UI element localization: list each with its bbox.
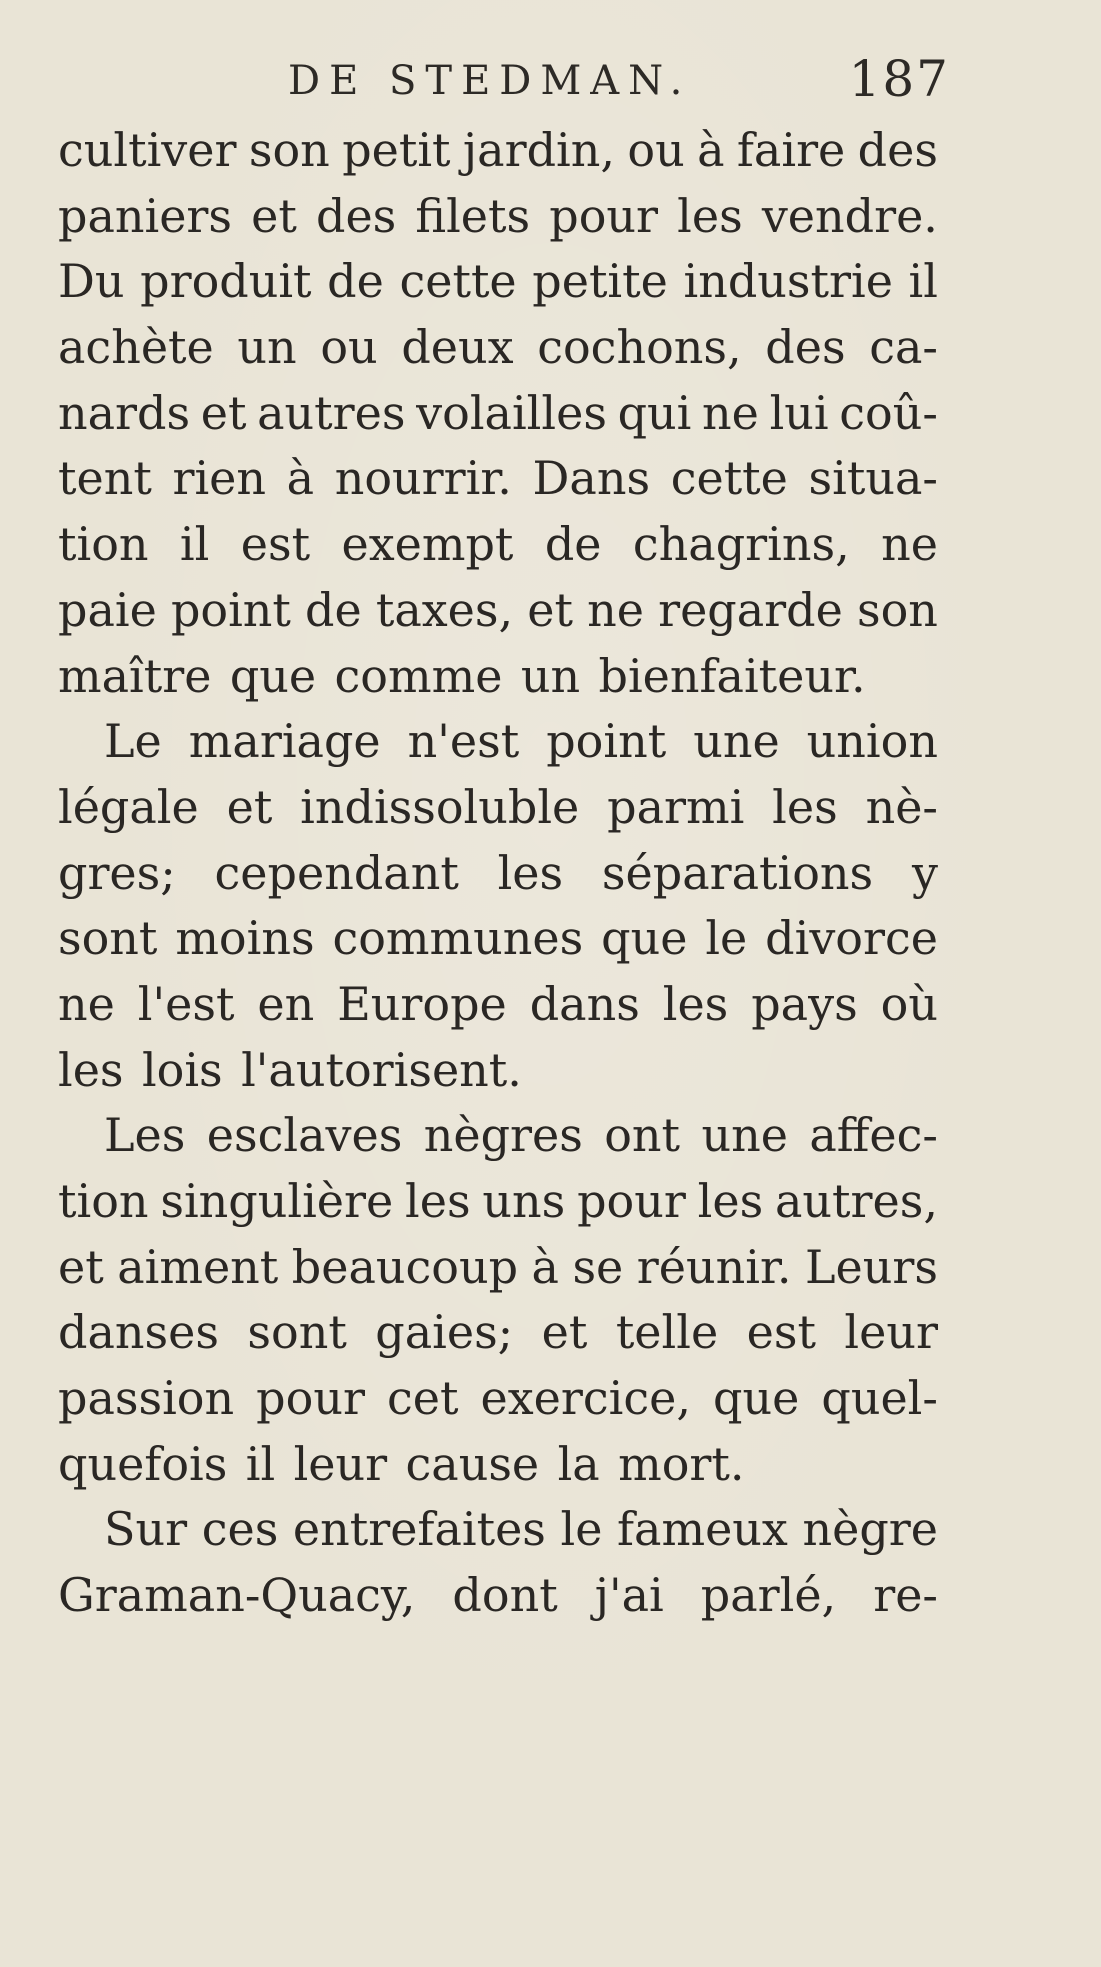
word: où <box>880 976 938 1031</box>
word: ne <box>702 385 759 440</box>
word: un <box>237 320 297 375</box>
word: coû- <box>839 385 938 440</box>
word: n'est <box>407 714 520 769</box>
word: union <box>806 714 938 769</box>
word: danses <box>58 1305 219 1360</box>
word: cependant <box>214 845 459 900</box>
word: fameux <box>617 1502 788 1557</box>
word: autres, <box>775 1174 938 1228</box>
word: de <box>544 517 602 572</box>
word: paniers <box>58 188 233 243</box>
word: taxes, <box>375 582 514 637</box>
text-line <box>58 1563 938 1629</box>
word: nègre <box>802 1502 938 1557</box>
word: et <box>58 1239 104 1294</box>
text-line <box>58 512 938 578</box>
word: petit <box>342 123 451 177</box>
word: cette <box>399 254 517 309</box>
word: cultiver <box>58 123 237 177</box>
word: comme <box>334 648 503 703</box>
word: et <box>251 188 297 243</box>
word: parmi <box>607 779 745 834</box>
text-line <box>58 118 938 184</box>
word: rien <box>172 451 267 506</box>
word: il <box>245 1436 276 1491</box>
word: y <box>911 845 938 900</box>
word: pour <box>256 1371 365 1426</box>
word: cause <box>405 1436 540 1491</box>
word: deux <box>401 320 514 375</box>
word: son <box>248 123 330 177</box>
word: il <box>179 517 210 572</box>
word: leur <box>844 1305 938 1360</box>
word: des <box>765 320 846 375</box>
word: dans <box>529 976 640 1031</box>
word: filets <box>415 188 531 243</box>
word: Dans <box>532 451 651 506</box>
word: la <box>557 1436 600 1491</box>
word: Europe <box>337 976 507 1031</box>
word: entrefaites <box>292 1502 546 1557</box>
word: et <box>226 779 273 834</box>
text-line <box>58 446 938 512</box>
word: Le <box>104 714 162 769</box>
word: les <box>497 845 564 900</box>
word: produit <box>140 254 312 309</box>
word: faire <box>736 123 846 177</box>
word: les <box>772 779 838 834</box>
word: lois <box>141 1042 223 1097</box>
word: exempt <box>341 517 514 572</box>
word: nègres <box>423 1108 583 1163</box>
word: ces <box>201 1502 279 1557</box>
word: affec- <box>809 1108 938 1163</box>
word: ou <box>320 320 378 375</box>
word: divorce <box>765 911 938 966</box>
text-line <box>58 1497 938 1563</box>
text-line <box>58 709 938 775</box>
text-line <box>58 184 938 250</box>
word: dont <box>452 1568 558 1623</box>
text-line <box>58 1235 938 1301</box>
word: volailles <box>416 385 607 440</box>
word: nè- <box>865 779 938 834</box>
text-line <box>58 1432 938 1498</box>
word: re- <box>873 1568 938 1623</box>
word: ou <box>627 123 685 177</box>
word: séparations <box>601 845 874 900</box>
word: Sur <box>104 1502 188 1557</box>
word: mariage <box>188 714 381 769</box>
word: petite <box>532 254 668 309</box>
word: quel- <box>821 1371 938 1426</box>
word: Graman-Quacy, <box>58 1568 416 1623</box>
word: un <box>520 648 581 703</box>
word: une <box>701 1108 788 1163</box>
word: ne <box>587 582 644 637</box>
word: à <box>697 123 725 177</box>
word: ne <box>881 517 938 572</box>
word: regarde <box>658 582 843 637</box>
word: ne <box>58 976 115 1031</box>
word: en <box>257 976 315 1031</box>
word: lui <box>769 385 829 440</box>
word: passion <box>58 1371 235 1426</box>
word: beaucoup <box>291 1239 519 1294</box>
word: sont <box>247 1305 347 1360</box>
word: les <box>405 1174 471 1228</box>
word: ont <box>604 1108 681 1163</box>
word: leur <box>293 1436 388 1491</box>
word: telle <box>615 1305 719 1360</box>
running-head: DE STEDMAN. <box>288 58 692 104</box>
word: qui <box>617 385 692 440</box>
word: de <box>327 254 384 309</box>
word: l'autorisent. <box>241 1042 522 1097</box>
text-line <box>58 315 938 381</box>
text-line <box>58 1300 938 1366</box>
word: tion <box>58 1174 149 1228</box>
word: est <box>240 517 311 572</box>
word: le <box>705 911 748 966</box>
word: les <box>662 976 729 1031</box>
word: des <box>316 188 397 243</box>
word: indissoluble <box>300 779 580 834</box>
word: Les <box>104 1108 186 1163</box>
word: réunir. <box>636 1239 792 1294</box>
word: à <box>286 451 315 506</box>
word: jardin, <box>462 123 616 177</box>
word: se <box>572 1239 624 1294</box>
word: uns <box>482 1174 566 1228</box>
word: sont <box>58 911 158 966</box>
word: ca- <box>869 320 938 375</box>
word: tent <box>58 451 152 506</box>
word: industrie <box>683 254 893 309</box>
text-line <box>58 775 938 841</box>
word: nourrir. <box>334 451 512 506</box>
page-number: 187 <box>848 50 950 108</box>
word: tion <box>58 517 149 572</box>
text-line <box>58 249 938 315</box>
word: que <box>229 648 317 703</box>
text-line <box>58 906 938 972</box>
word: aiment <box>117 1239 279 1294</box>
word: pays <box>751 976 858 1031</box>
word: moins <box>175 911 315 966</box>
text-line <box>58 1103 938 1169</box>
page-header <box>60 52 950 112</box>
word: autres <box>257 385 406 440</box>
word: cet <box>386 1371 459 1426</box>
word: chagrins, <box>632 517 850 572</box>
text-line <box>58 644 938 710</box>
text-line <box>58 381 938 447</box>
word: achète <box>58 320 214 375</box>
text-line <box>58 972 938 1038</box>
word: paie <box>58 582 157 637</box>
word: une <box>693 714 780 769</box>
word: les <box>677 188 743 243</box>
word: son <box>856 582 938 637</box>
word: à <box>531 1239 559 1294</box>
word: l'est <box>137 976 235 1031</box>
word: point <box>170 582 291 637</box>
word: Du <box>58 254 125 309</box>
word: Leurs <box>804 1239 938 1294</box>
word: le <box>560 1502 603 1557</box>
word: et <box>527 582 573 637</box>
word: point <box>546 714 667 769</box>
word: et <box>200 385 247 440</box>
word: des <box>857 123 938 177</box>
word: gaies; <box>375 1305 514 1360</box>
word: nards <box>58 385 191 440</box>
word: quefois <box>58 1436 228 1491</box>
word: que <box>601 911 688 966</box>
text-line <box>58 578 938 644</box>
word: communes <box>332 911 584 966</box>
word: pour <box>577 1174 686 1228</box>
text-line <box>58 1366 938 1432</box>
word: cochons, <box>537 320 742 375</box>
word: les <box>58 1042 124 1097</box>
word: singulière <box>160 1174 394 1228</box>
word: vendre. <box>761 188 938 243</box>
word: parlé, <box>700 1568 837 1623</box>
word: exercice, <box>480 1371 691 1426</box>
text-line <box>58 841 938 907</box>
body-text <box>58 118 938 1629</box>
word: bienfaiteur. <box>598 648 866 703</box>
word: légale <box>58 779 199 834</box>
word: pour <box>549 188 659 243</box>
word: de <box>305 582 362 637</box>
word: est <box>746 1305 816 1360</box>
word: et <box>541 1305 588 1360</box>
word: cette <box>670 451 788 506</box>
word: que <box>713 1371 800 1426</box>
text-line <box>58 1169 938 1235</box>
word: gres; <box>58 845 176 900</box>
word: esclaves <box>206 1108 403 1163</box>
word: les <box>697 1174 764 1228</box>
word: mort. <box>618 1436 745 1491</box>
word: il <box>908 254 938 309</box>
word: situa- <box>808 451 938 506</box>
word: maître <box>58 648 212 703</box>
word: j'ai <box>594 1568 664 1623</box>
text-line <box>58 1038 938 1104</box>
